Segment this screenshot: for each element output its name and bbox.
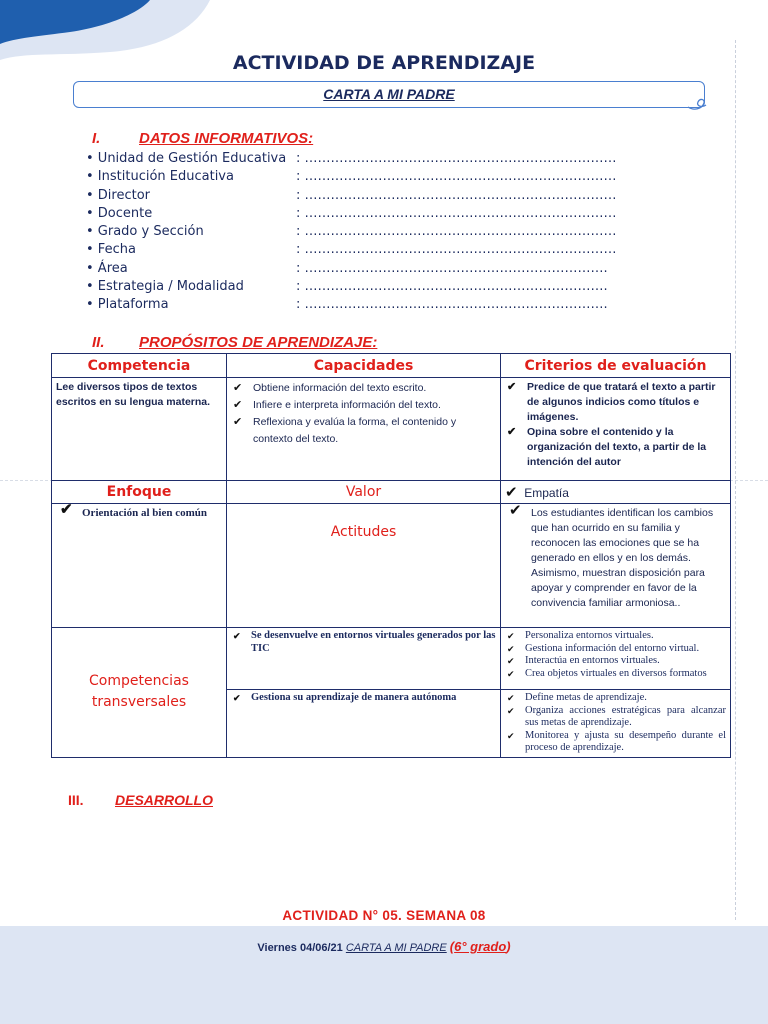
info-label: • Fecha bbox=[86, 242, 136, 258]
activity-title: CARTA A MI PADRE bbox=[345, 942, 447, 954]
capacidades-cell bbox=[227, 378, 501, 481]
info-label: • Estrategia / Modalidad bbox=[86, 279, 244, 295]
check-icon: ✔ bbox=[233, 631, 241, 641]
info-row bbox=[86, 205, 617, 224]
info-value: : ……………………………………………………………. bbox=[296, 297, 608, 313]
info-row bbox=[86, 279, 608, 297]
header-criterios: Criterios de evaluación bbox=[501, 354, 731, 378]
list-item bbox=[505, 705, 726, 730]
check-icon: ✔ bbox=[507, 643, 515, 654]
table-row bbox=[52, 628, 731, 690]
info-label: • Docente bbox=[86, 205, 153, 221]
check-icon: ✔ bbox=[507, 381, 517, 393]
capacidad-text: Reflexiona y evalúa la forma, el contenido y contexto del texto. bbox=[253, 416, 457, 445]
section-3-number: III. bbox=[68, 792, 84, 808]
tic-competencia-cell bbox=[227, 628, 501, 690]
check-icon: ✔ bbox=[60, 502, 73, 518]
purposes-table bbox=[51, 353, 731, 758]
valor-cell bbox=[501, 481, 731, 504]
check-icon: ✔ bbox=[509, 502, 522, 519]
check-icon: ✔ bbox=[507, 631, 515, 641]
header-capacidades: Capacidades bbox=[227, 354, 501, 378]
capacidad-text: Interactúa en entornos virtuales. bbox=[525, 655, 660, 666]
list-item bbox=[505, 692, 726, 705]
check-icon: ✔ bbox=[507, 705, 515, 716]
competencia-cell: Lee diversos tipos de textos escritos en su lengua materna. bbox=[52, 378, 227, 481]
activity-number: ACTIVIDAD N° 05. SEMANA 08 bbox=[282, 908, 486, 923]
table-row bbox=[52, 481, 731, 504]
autonoma-competencia-text: Gestiona su aprendizaje de manera autónoma bbox=[251, 692, 457, 703]
section-2-heading bbox=[92, 334, 492, 354]
subtitle-box bbox=[73, 81, 705, 108]
section-1-label: DATOS INFORMATIVOS: bbox=[139, 130, 314, 147]
activity-date-line bbox=[0, 939, 768, 954]
info-label: • Plataforma bbox=[86, 297, 169, 313]
header-valor: Valor bbox=[227, 481, 501, 504]
section-3-heading bbox=[68, 792, 213, 808]
capacidad-text: Infiere e interpreta información del texto. bbox=[253, 399, 441, 411]
list-item bbox=[231, 414, 496, 448]
page-title: ACTIVIDAD DE APRENDIZAJE bbox=[232, 52, 536, 74]
list-item bbox=[505, 730, 726, 755]
list-item bbox=[231, 397, 496, 414]
check-icon: ✔ bbox=[507, 693, 515, 703]
check-icon: ✔ bbox=[507, 668, 515, 679]
autonoma-capacidades-cell bbox=[501, 690, 731, 758]
capacidad-text: Organiza acciones estratégicas para alcanzar sus metas de aprendizaje. bbox=[525, 704, 726, 728]
section-1-heading bbox=[92, 130, 492, 150]
criterio-text: Opina sobre el contenido y la organización del texto, a partir de la intención del autor bbox=[527, 426, 707, 468]
info-value: : ……………………………………………………………… bbox=[296, 242, 617, 258]
table-row bbox=[52, 504, 731, 628]
info-label: • Institución Educativa bbox=[86, 169, 234, 185]
enfoque-cell bbox=[52, 504, 227, 628]
info-value: : ……………………………………………………………… bbox=[296, 205, 617, 221]
info-row bbox=[86, 297, 608, 315]
activity-date: Viernes 04/06/21 bbox=[257, 942, 343, 954]
info-row bbox=[86, 187, 617, 206]
section-1-number: I. bbox=[92, 130, 101, 147]
capacidad-text: Crea objetos virtuales en diversos formatos bbox=[525, 667, 707, 679]
info-value: : ……………………………………………………………… bbox=[296, 169, 617, 185]
capacidad-text: Personaliza entornos virtuales. bbox=[525, 630, 654, 641]
subtitle: CARTA A MI PADRE bbox=[323, 86, 455, 102]
info-label: • Unidad de Gestión Educativa bbox=[86, 151, 287, 166]
info-row bbox=[86, 242, 617, 260]
tic-capacidades-cell bbox=[501, 628, 731, 690]
info-value: : ……………………………………………………………… bbox=[296, 187, 617, 203]
info-row bbox=[86, 260, 608, 279]
check-icon: ✔ bbox=[233, 399, 243, 411]
header-enfoque: Enfoque bbox=[52, 481, 227, 504]
check-icon: ✔ bbox=[233, 382, 243, 394]
enfoque-text: Orientación al bien común bbox=[82, 507, 207, 519]
info-value: : ……………………………………………………………… bbox=[296, 224, 617, 240]
actitud-text: Los estudiantes identifican los cambios que han ocurrido en su familia y reconocen las emociones que se ha generado en ellos y en los demás. Asimismo, muestran disposición para apoyar y comprender en favor de la convivencia familiar armoniosa.. bbox=[531, 507, 714, 609]
info-label: • Área bbox=[86, 260, 128, 276]
info-label: • Grado y Sección bbox=[86, 224, 204, 240]
section-3-label: DESARROLLO bbox=[115, 792, 213, 808]
list-item bbox=[231, 380, 496, 397]
info-value: : ……………………………………………………………… bbox=[296, 151, 617, 166]
capacidad-text: Obtiene información del texto escrito. bbox=[253, 382, 427, 394]
activity-grade: 6° grado bbox=[454, 939, 507, 954]
criterio-text: Predice de que tratará el texto a partir de algunos indicios como títulos e imágenes. bbox=[527, 381, 716, 423]
grade-open: ( bbox=[449, 939, 455, 954]
info-value: : ……………………………………………………………. bbox=[296, 260, 608, 276]
info-list bbox=[86, 151, 617, 316]
list-item bbox=[505, 425, 726, 470]
actitud-cell bbox=[501, 504, 731, 628]
list-item bbox=[505, 380, 726, 425]
table-row bbox=[52, 378, 731, 481]
list-item bbox=[505, 655, 726, 668]
actitudes-cell: Actitudes bbox=[227, 504, 501, 628]
check-icon: ✔ bbox=[505, 484, 518, 501]
info-row bbox=[86, 151, 617, 169]
header-competencia: Competencia bbox=[52, 354, 227, 378]
info-value: : ……………………………………………………………. bbox=[296, 279, 608, 295]
tic-competencia-text: Se desenvuelve en entornos virtuales generados por las TIC bbox=[251, 630, 496, 654]
check-icon: ✔ bbox=[507, 426, 517, 438]
valor-text: Empatía bbox=[524, 486, 569, 500]
list-item bbox=[505, 630, 726, 643]
list-item bbox=[505, 643, 726, 656]
info-label: • Director bbox=[86, 187, 151, 203]
check-icon: ✔ bbox=[507, 730, 515, 741]
curl-ornament-icon bbox=[686, 97, 708, 113]
autonoma-competencia-cell bbox=[227, 690, 501, 758]
section-2-label: PROPÓSITOS DE APRENDIZAJE: bbox=[139, 334, 378, 351]
check-icon: ✔ bbox=[507, 656, 515, 666]
list-item bbox=[505, 668, 726, 681]
criterios-cell bbox=[501, 378, 731, 481]
check-icon: ✔ bbox=[233, 416, 243, 428]
info-row bbox=[86, 224, 617, 242]
info-row bbox=[86, 169, 617, 187]
table-header-row bbox=[52, 354, 731, 378]
grade-close: ) bbox=[506, 939, 511, 954]
capacidad-text: Define metas de aprendizaje. bbox=[525, 692, 647, 703]
section-2-number: II. bbox=[92, 334, 105, 351]
capacidad-text: Monitorea y ajusta su desempeño durante el proceso de aprendizaje. bbox=[525, 729, 726, 753]
check-icon: ✔ bbox=[233, 693, 241, 703]
transversales-cell: Competencias transversales bbox=[52, 628, 227, 758]
capacidad-text: Gestiona información del entorno virtual. bbox=[525, 642, 700, 654]
